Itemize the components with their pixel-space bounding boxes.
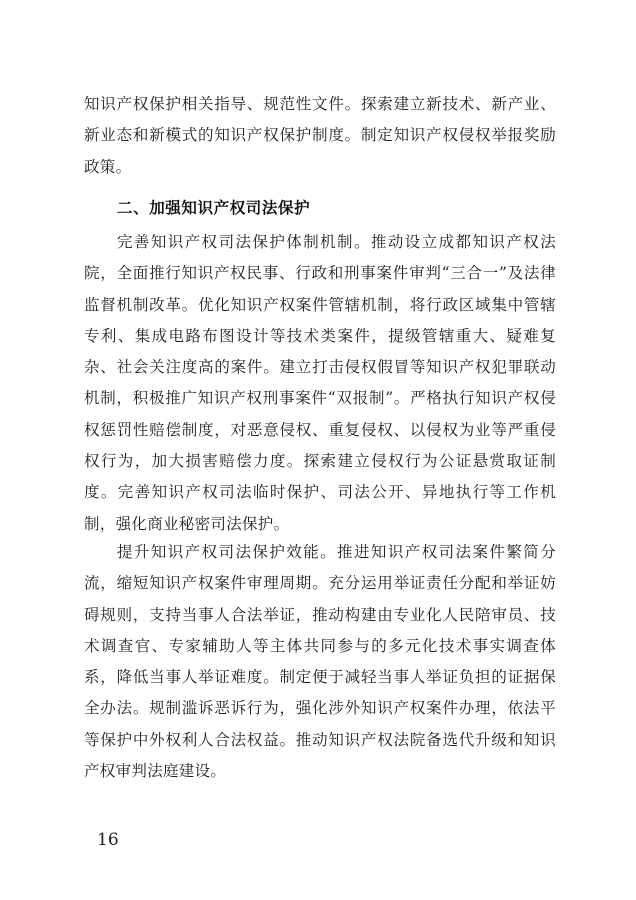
paragraph-continuation-text: 知识产权保护相关指导、规范性文件。探索建立新技术、新产业、新业态和新模式的知识产权保护制度。制定知识产权侵权举报奖励政策。 [84, 95, 556, 176]
page-number: 16 [97, 830, 119, 850]
section-heading: 二、加强知识产权司法保护 [117, 199, 311, 217]
paragraph-judicial-efficiency [84, 537, 556, 787]
paragraph-continuation [84, 89, 556, 183]
paragraph-justice-system-text: 完善知识产权司法保护体制机制。推动设立成都知识产权法院，全面推行知识产权民事、行政和刑事案件审判“三合一”及法律监督机制改革。优化知识产权案件管辖机制，将行政区域集中管辖专利、集成电路布图设计等技术类案件，提级管辖重大、疑难复杂、社会关注度高的案件。建立打击侵权假冒等知识产权犯罪联动机制，积极推广知识产权刑事案件“双报制”。严格执行知识产权侵权惩罚性赔偿制度，对恶意侵权、重复侵权、以侵权为业等严重侵权行为，加大损害赔偿力度。探索建立侵权行为公证悬赏取证制度。完善知识产权司法临时保护、司法公开、异地执行等工作机制，强化商业秘密司法保护。 [84, 233, 556, 533]
paragraph-judicial-efficiency-text: 提升知识产权司法保护效能。推进知识产权司法案件繁简分流，缩短知识产权案件审理周期。充分运用举证责任分配和举证妨碍规则，支持当事人合法举证，推动构建由专业化人民陪审员、技术调查官、专家辅助人等主体共同参与的多元化技术事实调查体系，降低当事人举证难度。制定便于减轻当事人举证负担的证据保全办法。规制滥诉恶诉行为，强化涉外知识产权案件办理，依法平等保护中外权利人合法权益。推动知识产权法院备选代升级和知识产权审判法庭建设。 [84, 543, 556, 781]
paragraph-justice-system [84, 227, 556, 540]
